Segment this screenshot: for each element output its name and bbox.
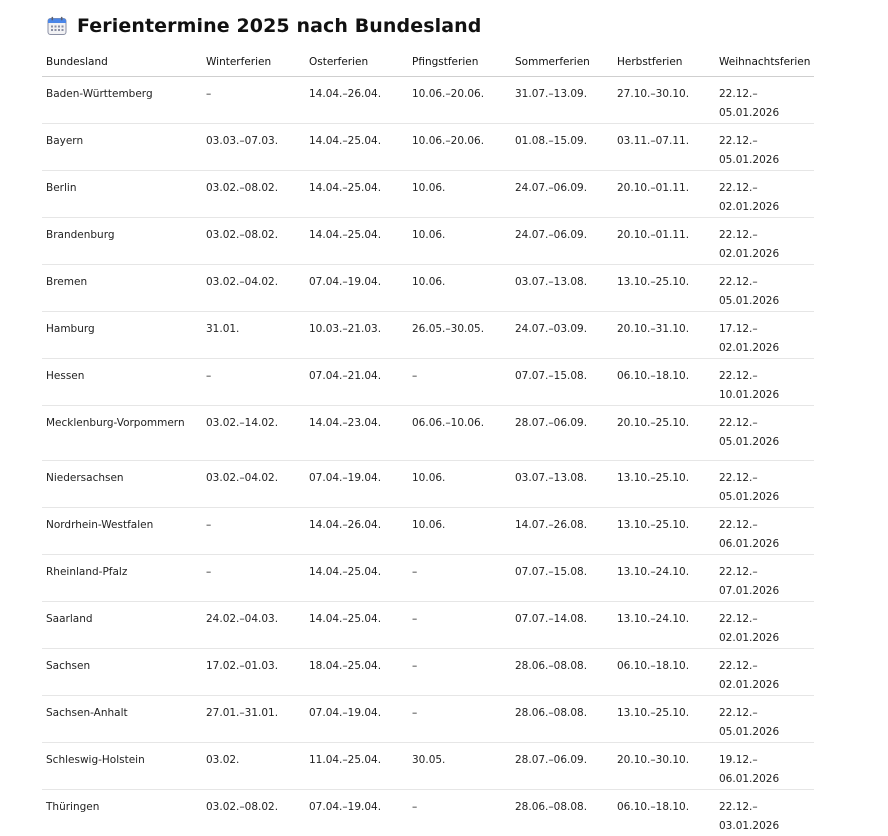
cell-pfingstferien: 10.06.–20.06. bbox=[408, 77, 511, 124]
cell-osterferien: 14.04.–25.04. bbox=[305, 555, 408, 602]
cell-pfingstferien: 10.06. bbox=[408, 508, 511, 555]
cell-weihnachtsferien: 19.12.–06.01.2026 bbox=[715, 743, 814, 790]
cell-sommerferien: 24.07.–03.09. bbox=[511, 312, 613, 359]
cell-pfingstferien: 10.06. bbox=[408, 171, 511, 218]
cell-sommerferien: 14.07.–26.08. bbox=[511, 508, 613, 555]
table-row bbox=[42, 265, 814, 312]
cell-winterferien: 03.02.–08.02. bbox=[202, 218, 305, 265]
cell-winterferien: 31.01. bbox=[202, 312, 305, 359]
cell-herbstferien: 06.10.–18.10. bbox=[613, 359, 715, 406]
cell-bundesland: Saarland bbox=[42, 602, 202, 649]
cell-osterferien: 07.04.–21.04. bbox=[305, 359, 408, 406]
table-row bbox=[42, 602, 814, 649]
table-row bbox=[42, 312, 814, 359]
cell-osterferien: 07.04.–19.04. bbox=[305, 265, 408, 312]
cell-weihnachtsferien: 17.12.–02.01.2026 bbox=[715, 312, 814, 359]
cell-herbstferien: 13.10.–25.10. bbox=[613, 265, 715, 312]
cell-herbstferien: 20.10.–01.11. bbox=[613, 218, 715, 265]
cell-sommerferien: 01.08.–15.09. bbox=[511, 124, 613, 171]
cell-bundesland: Hessen bbox=[42, 359, 202, 406]
cell-osterferien: 18.04.–25.04. bbox=[305, 649, 408, 696]
cell-pfingstferien: 10.06. bbox=[408, 461, 511, 508]
cell-winterferien: 24.02.–04.03. bbox=[202, 602, 305, 649]
cell-osterferien: 14.04.–25.04. bbox=[305, 218, 408, 265]
cell-osterferien: 10.03.–21.03. bbox=[305, 312, 408, 359]
table-header bbox=[42, 48, 814, 77]
cell-pfingstferien: – bbox=[408, 602, 511, 649]
cell-bundesland: Schleswig-Holstein bbox=[42, 743, 202, 790]
cell-osterferien: 14.04.–25.04. bbox=[305, 602, 408, 649]
cell-osterferien: 07.04.–19.04. bbox=[305, 696, 408, 743]
cell-osterferien: 07.04.–19.04. bbox=[305, 461, 408, 508]
table-row bbox=[42, 461, 814, 508]
cell-herbstferien: 13.10.–25.10. bbox=[613, 696, 715, 743]
cell-weihnachtsferien: 22.12.–05.01.2026 bbox=[715, 406, 814, 461]
cell-osterferien: 07.04.–19.04. bbox=[305, 790, 408, 836]
table-row bbox=[42, 359, 814, 406]
cell-herbstferien: 06.10.–18.10. bbox=[613, 649, 715, 696]
cell-herbstferien: 13.10.–24.10. bbox=[613, 602, 715, 649]
page-title: Ferientermine 2025 nach Bundesland bbox=[77, 15, 482, 37]
cell-weihnachtsferien: 22.12.–02.01.2026 bbox=[715, 218, 814, 265]
cell-pfingstferien: – bbox=[408, 790, 511, 836]
cell-bundesland: Thüringen bbox=[42, 790, 202, 836]
cell-pfingstferien: 26.05.–30.05. bbox=[408, 312, 511, 359]
cell-winterferien: 03.02.–14.02. bbox=[202, 406, 305, 461]
cell-pfingstferien: 30.05. bbox=[408, 743, 511, 790]
cell-weihnachtsferien: 22.12.–02.01.2026 bbox=[715, 649, 814, 696]
cell-sommerferien: 07.07.–14.08. bbox=[511, 602, 613, 649]
cell-weihnachtsferien: 22.12.–05.01.2026 bbox=[715, 461, 814, 508]
cell-herbstferien: 20.10.–30.10. bbox=[613, 743, 715, 790]
cell-bundesland: Rheinland-Pfalz bbox=[42, 555, 202, 602]
cell-pfingstferien: 10.06.–20.06. bbox=[408, 124, 511, 171]
table-row bbox=[42, 218, 814, 265]
cell-winterferien: 03.02. bbox=[202, 743, 305, 790]
cell-weihnachtsferien: 22.12.–05.01.2026 bbox=[715, 265, 814, 312]
cell-sommerferien: 28.07.–06.09. bbox=[511, 406, 613, 461]
cell-weihnachtsferien: 22.12.–10.01.2026 bbox=[715, 359, 814, 406]
cell-pfingstferien: 10.06. bbox=[408, 265, 511, 312]
cell-weihnachtsferien: 22.12.–03.01.2026 bbox=[715, 790, 814, 836]
cell-herbstferien: 13.10.–25.10. bbox=[613, 508, 715, 555]
cell-bundesland: Berlin bbox=[42, 171, 202, 218]
header-pfingstferien: Pfingstferien bbox=[408, 48, 511, 77]
header-osterferien: Osterferien bbox=[305, 48, 408, 77]
cell-herbstferien: 13.10.–24.10. bbox=[613, 555, 715, 602]
table-row bbox=[42, 171, 814, 218]
cell-osterferien: 14.04.–25.04. bbox=[305, 171, 408, 218]
cell-sommerferien: 28.07.–06.09. bbox=[511, 743, 613, 790]
cell-weihnachtsferien: 22.12.–05.01.2026 bbox=[715, 696, 814, 743]
cell-herbstferien: 20.10.–31.10. bbox=[613, 312, 715, 359]
cell-osterferien: 14.04.–25.04. bbox=[305, 124, 408, 171]
cell-sommerferien: 07.07.–15.08. bbox=[511, 359, 613, 406]
cell-sommerferien: 03.07.–13.08. bbox=[511, 461, 613, 508]
cell-bundesland: Baden-Württemberg bbox=[42, 77, 202, 124]
header-sommerferien: Sommerferien bbox=[511, 48, 613, 77]
cell-weihnachtsferien: 22.12.–07.01.2026 bbox=[715, 555, 814, 602]
header-weihnachtsferien: Weihnachtsferien bbox=[715, 48, 814, 77]
cell-herbstferien: 03.11.–07.11. bbox=[613, 124, 715, 171]
table-row bbox=[42, 743, 814, 790]
cell-bundesland: Sachsen-Anhalt bbox=[42, 696, 202, 743]
cell-osterferien: 11.04.–25.04. bbox=[305, 743, 408, 790]
header-bundesland: Bundesland bbox=[42, 48, 202, 77]
cell-sommerferien: 28.06.–08.08. bbox=[511, 790, 613, 836]
cell-herbstferien: 27.10.–30.10. bbox=[613, 77, 715, 124]
cell-pfingstferien: – bbox=[408, 555, 511, 602]
header-herbstferien: Herbstferien bbox=[613, 48, 715, 77]
cell-winterferien: 03.02.–04.02. bbox=[202, 265, 305, 312]
cell-weihnachtsferien: 22.12.–06.01.2026 bbox=[715, 508, 814, 555]
header-winterferien: Winterferien bbox=[202, 48, 305, 77]
cell-pfingstferien: 06.06.–10.06. bbox=[408, 406, 511, 461]
cell-sommerferien: 07.07.–15.08. bbox=[511, 555, 613, 602]
cell-bundesland: Sachsen bbox=[42, 649, 202, 696]
cell-pfingstferien: – bbox=[408, 359, 511, 406]
cell-pfingstferien: – bbox=[408, 696, 511, 743]
table-row bbox=[42, 555, 814, 602]
table-row bbox=[42, 790, 814, 836]
header-row bbox=[42, 48, 814, 77]
cell-winterferien: 27.01.–31.01. bbox=[202, 696, 305, 743]
cell-winterferien: – bbox=[202, 508, 305, 555]
cell-sommerferien: 24.07.–06.09. bbox=[511, 171, 613, 218]
cell-herbstferien: 06.10.–18.10. bbox=[613, 790, 715, 836]
cell-herbstferien: 13.10.–25.10. bbox=[613, 461, 715, 508]
cell-winterferien: – bbox=[202, 77, 305, 124]
cell-bundesland: Bayern bbox=[42, 124, 202, 171]
cell-weihnachtsferien: 22.12.–05.01.2026 bbox=[715, 124, 814, 171]
cell-pfingstferien: – bbox=[408, 649, 511, 696]
table-row bbox=[42, 406, 814, 461]
table-body bbox=[42, 77, 814, 836]
cell-weihnachtsferien: 22.12.–02.01.2026 bbox=[715, 171, 814, 218]
cell-weihnachtsferien: 22.12.–05.01.2026 bbox=[715, 77, 814, 124]
cell-winterferien: – bbox=[202, 555, 305, 602]
cell-winterferien: 03.03.–07.03. bbox=[202, 124, 305, 171]
cell-bundesland: Mecklenburg-Vorpommern bbox=[42, 406, 202, 461]
cell-osterferien: 14.04.–23.04. bbox=[305, 406, 408, 461]
cell-bundesland: Bremen bbox=[42, 265, 202, 312]
table-row bbox=[42, 649, 814, 696]
cell-sommerferien: 28.06.–08.08. bbox=[511, 696, 613, 743]
table-row bbox=[42, 77, 814, 124]
cell-winterferien: 17.02.–01.03. bbox=[202, 649, 305, 696]
holidays-table bbox=[42, 48, 814, 836]
cell-sommerferien: 03.07.–13.08. bbox=[511, 265, 613, 312]
cell-bundesland: Hamburg bbox=[42, 312, 202, 359]
cell-herbstferien: 20.10.–25.10. bbox=[613, 406, 715, 461]
cell-winterferien: 03.02.–08.02. bbox=[202, 790, 305, 836]
cell-sommerferien: 31.07.–13.09. bbox=[511, 77, 613, 124]
cell-bundesland: Nordrhein-Westfalen bbox=[42, 508, 202, 555]
title-row bbox=[47, 12, 482, 40]
calendar-icon bbox=[47, 16, 67, 36]
cell-bundesland: Niedersachsen bbox=[42, 461, 202, 508]
cell-sommerferien: 24.07.–06.09. bbox=[511, 218, 613, 265]
cell-herbstferien: 20.10.–01.11. bbox=[613, 171, 715, 218]
cell-winterferien: 03.02.–04.02. bbox=[202, 461, 305, 508]
table-row bbox=[42, 696, 814, 743]
cell-osterferien: 14.04.–26.04. bbox=[305, 508, 408, 555]
cell-pfingstferien: 10.06. bbox=[408, 218, 511, 265]
cell-winterferien: 03.02.–08.02. bbox=[202, 171, 305, 218]
cell-sommerferien: 28.06.–08.08. bbox=[511, 649, 613, 696]
table-row bbox=[42, 508, 814, 555]
cell-bundesland: Brandenburg bbox=[42, 218, 202, 265]
cell-winterferien: – bbox=[202, 359, 305, 406]
cell-weihnachtsferien: 22.12.–02.01.2026 bbox=[715, 602, 814, 649]
table-row bbox=[42, 124, 814, 171]
cell-osterferien: 14.04.–26.04. bbox=[305, 77, 408, 124]
